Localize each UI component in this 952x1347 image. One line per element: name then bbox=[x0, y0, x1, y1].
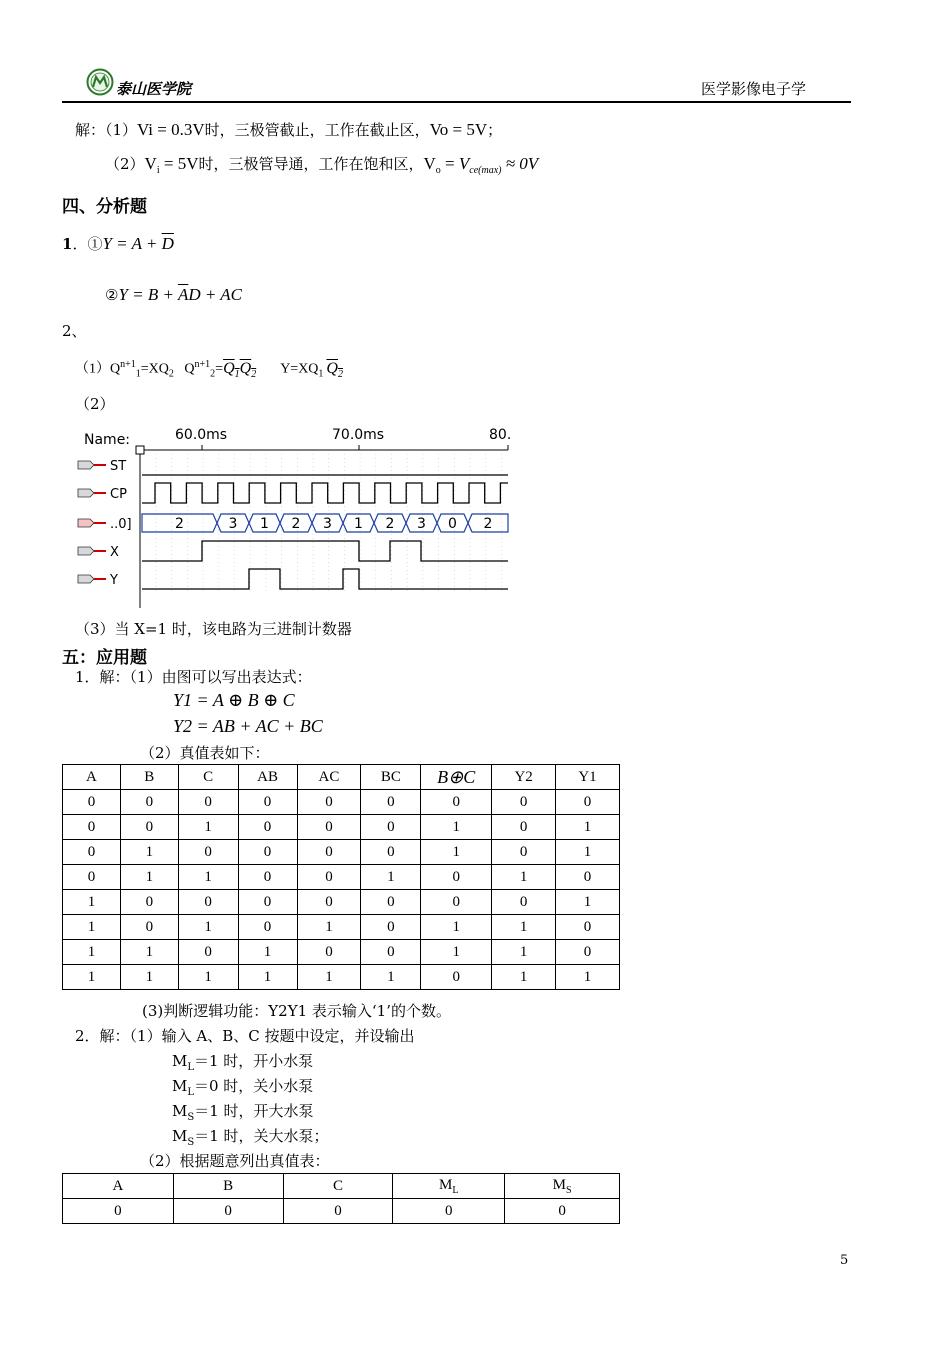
output-definition-line bbox=[172, 1102, 314, 1127]
output-text: ＝1 时，开小水泵 bbox=[194, 1052, 314, 1070]
q2-part-1: $(1)Q^{n+1}_1=XQ_2$ $Q^{n+1}_2=Q_1Q_2$ $Y=XQ_1$ $Q_2$ bbox=[75, 359, 343, 380]
school-logo-icon bbox=[86, 68, 114, 96]
output-definition-line bbox=[172, 1127, 329, 1152]
table-cell: 1 bbox=[120, 965, 178, 990]
q2-part-3: （3）当 X=1 时，该电路为三进制计数器 bbox=[75, 620, 352, 638]
table-cell: 1 bbox=[361, 965, 421, 990]
header-text: M bbox=[552, 1176, 566, 1193]
table-cell: 0 bbox=[120, 790, 178, 815]
table-cell: 0 bbox=[120, 815, 178, 840]
table-cell: 0 bbox=[63, 840, 121, 865]
output-symbol: M bbox=[172, 1127, 188, 1145]
table-row bbox=[63, 840, 620, 865]
table-row bbox=[63, 890, 620, 915]
table-header-cell: Y1 bbox=[556, 765, 620, 790]
table-cell: 0 bbox=[238, 840, 297, 865]
table-cell: 1 bbox=[63, 965, 121, 990]
table-row bbox=[63, 1199, 620, 1224]
wave-cp bbox=[142, 483, 508, 503]
signal-name: X bbox=[110, 545, 119, 560]
table-header-cell bbox=[393, 1174, 505, 1199]
wave-y bbox=[142, 569, 508, 589]
table-cell: 1 bbox=[421, 940, 492, 965]
table-cell: 1 bbox=[178, 865, 238, 890]
bus-value: 2 bbox=[291, 516, 301, 532]
table-cell: 0 bbox=[178, 890, 238, 915]
table-cell: 0 bbox=[361, 940, 421, 965]
pin-input-icon bbox=[78, 489, 94, 497]
header-subscript: S bbox=[565, 1184, 572, 1196]
output-definition-line bbox=[172, 1052, 313, 1077]
table-cell: 0 bbox=[283, 1199, 393, 1224]
bus-value: 1 bbox=[260, 516, 269, 532]
waveform-name-label: Name: bbox=[84, 432, 131, 448]
table-cell: 0 bbox=[492, 815, 556, 840]
app-q1-eq1: Y1 = A ⊕ B ⊕ C bbox=[173, 690, 295, 710]
table-row bbox=[63, 790, 620, 815]
table-cell: 0 bbox=[120, 890, 178, 915]
table-cell: 0 bbox=[556, 915, 620, 940]
output-text: ＝1 时，开大水泵 bbox=[194, 1102, 314, 1120]
table-cell: 0 bbox=[361, 815, 421, 840]
table-cell: 0 bbox=[492, 890, 556, 915]
time-label-80: 80. bbox=[489, 427, 512, 443]
table-cell: 0 bbox=[238, 915, 297, 940]
table-cell: 1 bbox=[63, 915, 121, 940]
signal-CP-row bbox=[78, 487, 127, 502]
signal-0-row bbox=[78, 517, 132, 532]
wave-x bbox=[142, 541, 508, 561]
table-header-cell bbox=[173, 1174, 283, 1199]
table-header-cell bbox=[63, 1174, 174, 1199]
table-header-row bbox=[63, 1174, 620, 1199]
truth-table-2 bbox=[62, 1173, 620, 1224]
table-row bbox=[63, 865, 620, 890]
table-cell: 1 bbox=[238, 940, 297, 965]
table-cell: 1 bbox=[492, 965, 556, 990]
table-header-cell: B bbox=[120, 765, 178, 790]
school-name: 泰山医学院 bbox=[116, 80, 192, 98]
bus-value: 3 bbox=[228, 516, 238, 532]
table-header-cell: Y2 bbox=[492, 765, 556, 790]
table-cell: 0 bbox=[63, 790, 121, 815]
signal-Y-row bbox=[78, 573, 118, 588]
table-cell: 1 bbox=[120, 940, 178, 965]
output-subscript: S bbox=[187, 1112, 195, 1123]
table-row bbox=[63, 815, 620, 840]
header-text: M bbox=[439, 1176, 453, 1193]
truth-table-1 bbox=[62, 764, 620, 990]
table-cell: 1 bbox=[492, 915, 556, 940]
table-cell: 0 bbox=[238, 815, 297, 840]
table-cell: 0 bbox=[297, 840, 361, 865]
signal-ST-row bbox=[78, 459, 126, 474]
table-cell: 1 bbox=[556, 965, 620, 990]
table-cell: 1 bbox=[120, 840, 178, 865]
pin-output-icon bbox=[78, 519, 94, 527]
table-cell: 0 bbox=[297, 790, 361, 815]
table-cell: 1 bbox=[178, 815, 238, 840]
pin-input-icon bbox=[78, 547, 94, 555]
table-cell: 0 bbox=[297, 940, 361, 965]
table-cell: 0 bbox=[178, 940, 238, 965]
solution-line-2: $(2)V_i = 5V$时，三极管导通，工作在饱和区，$V_o = V_{ce(max)} \approx 0V$ bbox=[105, 154, 539, 176]
table-row bbox=[63, 965, 620, 990]
output-subscript: L bbox=[187, 1062, 194, 1073]
bus-value: 2 bbox=[175, 516, 184, 532]
signal-name: CP bbox=[110, 487, 127, 502]
table-cell: 0 bbox=[238, 865, 297, 890]
pin-output-icon bbox=[78, 575, 94, 583]
table-header-row bbox=[63, 765, 620, 790]
bus-value: 2 bbox=[483, 516, 493, 532]
table-cell: 0 bbox=[120, 915, 178, 940]
output-symbol: M bbox=[172, 1102, 188, 1120]
app-q2-intro: 2．解：（1）输入 A、B、C 按题中设定，并设输出 bbox=[75, 1027, 415, 1045]
table-cell: 0 bbox=[361, 840, 421, 865]
output-symbol: M bbox=[172, 1077, 188, 1095]
table-cell: 0 bbox=[173, 1199, 283, 1224]
table-cell: 0 bbox=[492, 790, 556, 815]
table-header-cell: AB bbox=[238, 765, 297, 790]
table-cell: 0 bbox=[421, 890, 492, 915]
table-header-cell: AC bbox=[297, 765, 361, 790]
bus-value: 3 bbox=[417, 516, 426, 532]
table-cell: 0 bbox=[421, 790, 492, 815]
table-cell: 1 bbox=[178, 965, 238, 990]
section-4-title: 四、分析题 bbox=[62, 197, 147, 217]
q2-number: 2、 bbox=[62, 322, 87, 340]
table-header-cell bbox=[505, 1174, 620, 1199]
table-cell: 0 bbox=[297, 890, 361, 915]
table-cell: 1 bbox=[492, 865, 556, 890]
table-cell: 1 bbox=[361, 865, 421, 890]
q2-part-2: （2） bbox=[75, 395, 115, 413]
table-cell: 0 bbox=[421, 965, 492, 990]
table-cell: 1 bbox=[421, 915, 492, 940]
signal-name: ..0] bbox=[110, 517, 132, 532]
table-cell: 0 bbox=[63, 1199, 174, 1224]
table-cell: 1 bbox=[556, 815, 620, 840]
app-q1-conclusion: (3)判断逻辑功能：Y2Y1 表示输入‘1’的个数。 bbox=[142, 1002, 451, 1020]
bus-value: 1 bbox=[354, 516, 363, 532]
table-cell: 1 bbox=[421, 815, 492, 840]
app-q1-intro: 1．解：（1）由图可以写出表达式： bbox=[75, 668, 312, 686]
header-divider bbox=[62, 101, 851, 103]
app-q1-eq2: Y2 = AB + AC + BC bbox=[173, 716, 323, 736]
table-cell: 0 bbox=[238, 890, 297, 915]
table-header-cell bbox=[283, 1174, 393, 1199]
table-cell: 0 bbox=[238, 790, 297, 815]
time-label-70: 70.0ms bbox=[332, 427, 385, 443]
time-cursor-handle[interactable] bbox=[136, 446, 144, 454]
table-cell: 1 bbox=[297, 965, 361, 990]
table-cell: 0 bbox=[492, 840, 556, 865]
output-definition-line bbox=[172, 1077, 313, 1102]
output-text: ＝0 时，关小水泵 bbox=[194, 1077, 314, 1095]
table-cell: 0 bbox=[63, 815, 121, 840]
table-cell: 0 bbox=[505, 1199, 620, 1224]
table-cell: 0 bbox=[393, 1199, 505, 1224]
table-header-cell: BC bbox=[361, 765, 421, 790]
signal-name: Y bbox=[110, 573, 118, 588]
pin-input-icon bbox=[78, 461, 94, 469]
table-row bbox=[63, 940, 620, 965]
table-cell: 0 bbox=[556, 865, 620, 890]
header-text: A bbox=[112, 1177, 124, 1194]
table-row bbox=[63, 915, 620, 940]
time-label-60: 60.0ms bbox=[175, 427, 228, 443]
header-text: C bbox=[332, 1177, 343, 1194]
table-cell: 0 bbox=[361, 890, 421, 915]
waveform-signals bbox=[78, 459, 508, 589]
bus-value: 3 bbox=[323, 516, 332, 532]
table-cell: 1 bbox=[63, 890, 121, 915]
table-cell: 0 bbox=[178, 790, 238, 815]
table-cell: 1 bbox=[297, 915, 361, 940]
output-subscript: L bbox=[187, 1087, 194, 1098]
bus-value: 2 bbox=[385, 516, 395, 532]
table-cell: 1 bbox=[238, 965, 297, 990]
table-cell: 1 bbox=[556, 840, 620, 865]
table-header-cell: A bbox=[63, 765, 121, 790]
section-5-title: 五：应用题 bbox=[62, 648, 147, 668]
header-subscript: L bbox=[452, 1184, 459, 1196]
table-cell: 1 bbox=[556, 890, 620, 915]
table-header-cell: B⊕C bbox=[421, 765, 492, 790]
table-cell: 0 bbox=[421, 865, 492, 890]
table-cell: 1 bbox=[421, 840, 492, 865]
app-q1-table-caption: （2）真值表如下： bbox=[140, 744, 270, 762]
table-cell: 0 bbox=[361, 790, 421, 815]
q1-equation-1: 1．①Y = $A + \overline{D}$ bbox=[62, 234, 174, 253]
course-title: 医学影像电子学 bbox=[701, 80, 807, 98]
table-cell: 0 bbox=[556, 790, 620, 815]
timing-waveform bbox=[76, 420, 516, 610]
bus-value: 0 bbox=[448, 516, 457, 532]
table-cell: 1 bbox=[178, 915, 238, 940]
table-cell: 0 bbox=[178, 840, 238, 865]
table-cell: 0 bbox=[556, 940, 620, 965]
solution-line-1: 解：（1）Vi = 0.3V时，三极管截止，工作在截止区，Vo = 5V； bbox=[75, 120, 503, 139]
table-cell: 0 bbox=[297, 815, 361, 840]
table-cell: 0 bbox=[297, 865, 361, 890]
app-q2-table-caption: （2）根据题意列出真值表： bbox=[140, 1152, 330, 1170]
table-header-cell: C bbox=[178, 765, 238, 790]
q1-equation-2: ②Y = $B + \overline{A}D$ + AC bbox=[105, 285, 242, 304]
table-cell: 0 bbox=[361, 915, 421, 940]
output-symbol: M bbox=[172, 1052, 188, 1070]
output-subscript: S bbox=[187, 1137, 195, 1148]
signal-X-row bbox=[78, 545, 119, 560]
table-cell: 0 bbox=[63, 865, 121, 890]
page-number: 5 bbox=[840, 1253, 849, 1268]
header-text: B bbox=[223, 1177, 234, 1194]
table-cell: 1 bbox=[492, 940, 556, 965]
output-text: ＝1 时，关大水泵； bbox=[194, 1127, 329, 1145]
table-cell: 1 bbox=[63, 940, 121, 965]
signal-name: ST bbox=[110, 459, 127, 474]
table-cell: 1 bbox=[120, 865, 178, 890]
